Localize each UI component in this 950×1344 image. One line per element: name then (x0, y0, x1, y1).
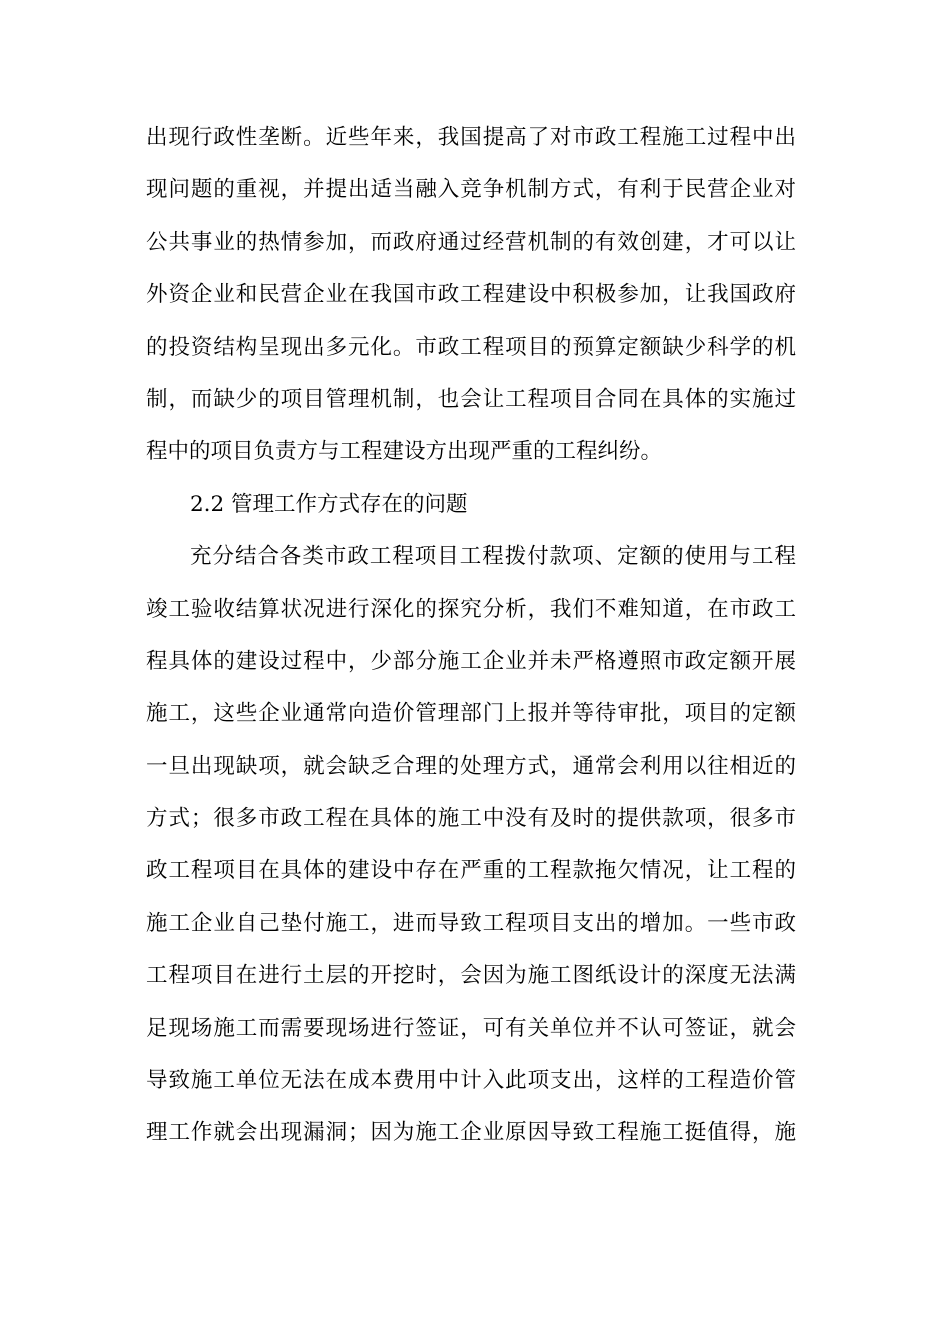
paragraph-2-line: 方式；很多市政工程在具体的施工中没有及时的提供款项，很多市 (146, 806, 796, 832)
paragraph-1-line: 出现行政性垄断。近些年来，我国提高了对市政工程施工过程中出 (146, 125, 796, 150)
paragraph-2-line: 工程项目在进行土层的开挖时，会因为施工图纸设计的深度无法满 (146, 963, 796, 989)
paragraph-1-line: 的投资结构呈现出多元化。市政工程项目的预算定额缺少科学的机 (146, 334, 796, 360)
paragraph-2-line: 施工，这些企业通常向造价管理部门上报并等待审批，项目的定额 (146, 701, 796, 727)
paragraph-1-line: 外资企业和民营企业在我国市政工程建设中积极参加，让我国政府 (146, 282, 796, 308)
paragraph-2-line: 足现场施工而需要现场进行签证，可有关单位并不认可签证，就会 (146, 1015, 796, 1041)
paragraph-2-line: 一旦出现缺项，就会缺乏合理的处理方式，通常会利用以往相近的 (146, 753, 796, 779)
paragraph-1-line: 现问题的重视，并提出适当融入竞争机制方式，有利于民营企业对 (146, 177, 796, 203)
paragraph-2-line: 施工企业自己垫付施工，进而导致工程项目支出的增加。一些市政 (146, 910, 796, 936)
paragraph-2-line: 充分结合各类市政工程项目工程拨付款项、定额的使用与工程 (190, 544, 796, 570)
paragraph-2-line: 政工程项目在具体的建设中存在严重的工程款拖欠情况，让工程的 (146, 858, 796, 884)
paragraph-2-line: 竣工验收结算状况进行深化的探究分析，我们不难知道，在市政工 (146, 596, 796, 622)
paragraph-1-line: 公共事业的热情参加，而政府通过经营机制的有效创建，才可以让 (146, 229, 796, 255)
paragraph-2-line: 程具体的建设过程中，少部分施工企业并未严格遵照市政定额开展 (146, 648, 796, 674)
paragraph-1-line: 程中的项目负责方与工程建设方出现严重的工程纠纷。 (146, 439, 663, 465)
section-heading: 2.2 管理工作方式存在的问题 (190, 491, 468, 517)
paragraph-1-line: 制，而缺少的项目管理机制，也会让工程项目合同在具体的实施过 (146, 386, 796, 412)
paragraph-2-line: 导致施工单位无法在成本费用中计入此项支出，这样的工程造价管 (146, 1068, 796, 1094)
body-text (146, 118, 796, 1166)
paragraph-2-line: 理工作就会出现漏洞；因为施工企业原因导致工程施工挺值得，施 (146, 1120, 796, 1146)
